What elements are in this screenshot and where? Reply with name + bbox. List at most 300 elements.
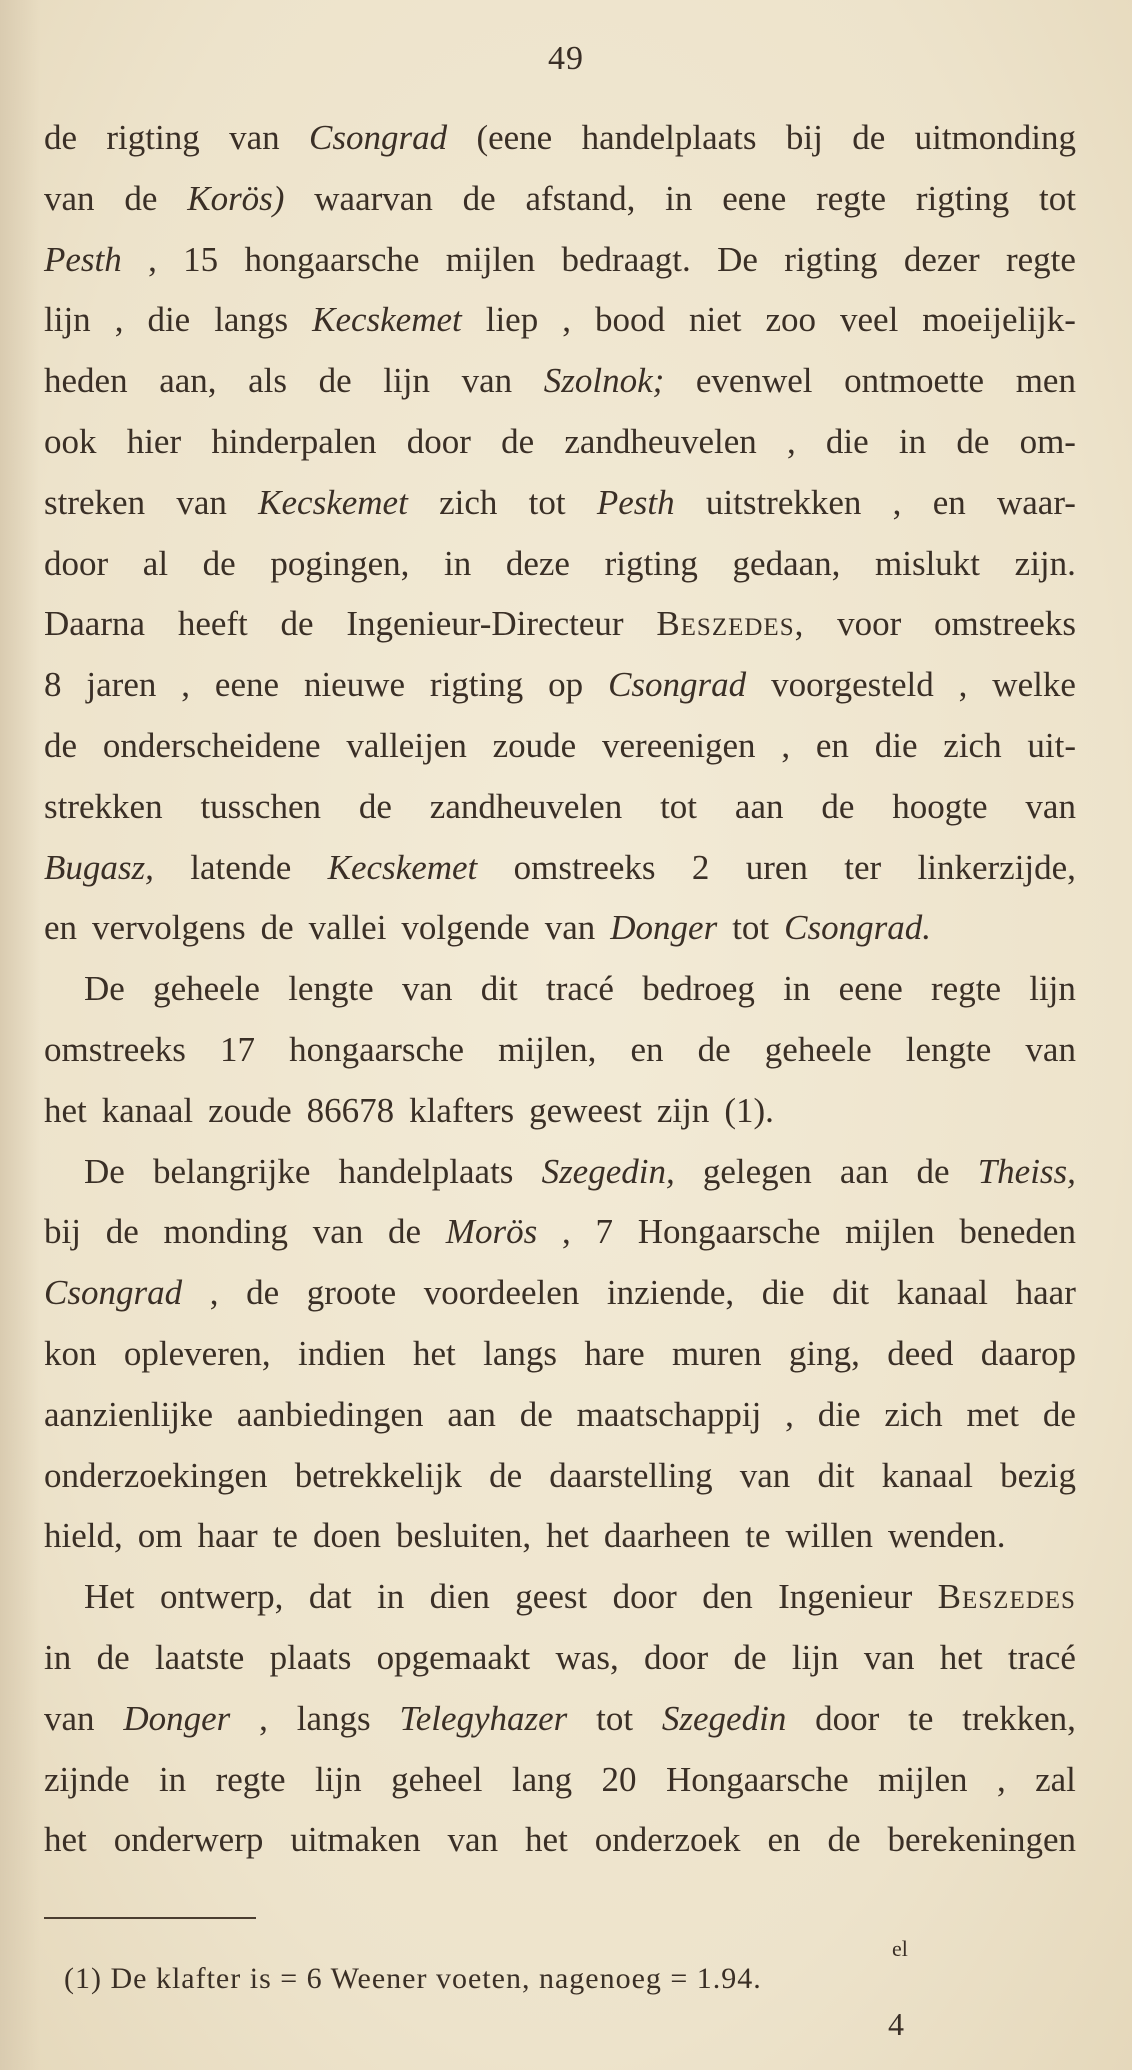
word: niet xyxy=(688,300,742,340)
word: lengte xyxy=(905,1029,992,1069)
word: Donger xyxy=(610,908,718,948)
word: aan, xyxy=(159,361,217,401)
word: van xyxy=(739,1455,791,1495)
text-line xyxy=(44,1446,1076,1507)
word: bij xyxy=(44,1212,81,1252)
word: geest xyxy=(515,1577,588,1617)
word: belangrijke xyxy=(152,1151,311,1191)
word: deze xyxy=(505,543,570,583)
word: , xyxy=(892,482,902,522)
word: evenwel xyxy=(695,361,813,401)
word: tot xyxy=(660,786,698,826)
word: die xyxy=(761,1273,805,1313)
word: en xyxy=(932,482,966,522)
word: omstreeks xyxy=(44,1029,186,1069)
word: in xyxy=(44,1637,72,1677)
word: in xyxy=(158,1759,187,1799)
text-line xyxy=(44,1324,1076,1385)
word: lijn xyxy=(1029,969,1076,1009)
word: moeijelijk- xyxy=(922,300,1076,340)
word: , xyxy=(561,1212,571,1252)
word: Theiss, xyxy=(977,1151,1076,1191)
text-line xyxy=(44,959,1076,1020)
word: Szegedin, xyxy=(541,1151,675,1191)
word: voorgesteld xyxy=(771,665,934,705)
word: rigting xyxy=(106,118,200,157)
text-line xyxy=(44,230,1076,291)
word: door xyxy=(44,543,109,583)
word: daarheen xyxy=(603,1516,731,1556)
word: 7 xyxy=(595,1212,613,1252)
body-text xyxy=(44,108,1076,1871)
word: van xyxy=(1025,786,1076,826)
word: zoo xyxy=(765,300,816,340)
word: Csongrad xyxy=(44,1273,183,1313)
word: Hongaarsche xyxy=(665,1759,849,1799)
word: dit xyxy=(817,1455,855,1495)
text-line xyxy=(44,1081,1076,1142)
word: rigting xyxy=(429,665,524,705)
word: , xyxy=(562,300,571,340)
text-line xyxy=(44,838,1076,899)
word: Korös) xyxy=(187,178,285,218)
text-line xyxy=(44,1506,1076,1567)
word: al xyxy=(142,543,169,583)
word: uitstrekken xyxy=(705,482,862,522)
word: Hongaarsche xyxy=(637,1212,821,1252)
word: jaren xyxy=(86,665,157,705)
text-line xyxy=(44,412,1076,473)
word: zich xyxy=(943,725,1002,765)
word: ook xyxy=(44,421,97,461)
text-line xyxy=(44,1750,1076,1811)
word: zijnde xyxy=(44,1759,130,1799)
word: Telegyhazer xyxy=(399,1698,568,1738)
word: den xyxy=(702,1577,753,1617)
word: zijn. xyxy=(1014,543,1076,583)
word: te xyxy=(745,1516,771,1556)
word: en xyxy=(767,1820,801,1860)
word: te xyxy=(908,1698,934,1738)
word: afstand, xyxy=(525,178,636,218)
word: kanaal xyxy=(881,1455,973,1495)
word: men xyxy=(1015,361,1076,401)
word: regte xyxy=(816,178,887,218)
word: de xyxy=(852,118,886,157)
word: hoogte xyxy=(892,786,988,826)
word: omstreeks xyxy=(513,847,656,887)
word: (eene xyxy=(476,118,553,157)
word: zich xyxy=(439,482,498,522)
word: dien xyxy=(429,1577,490,1617)
word: in xyxy=(376,1577,405,1617)
word: plaats xyxy=(269,1637,352,1677)
word: lang xyxy=(511,1759,573,1799)
word: 2 xyxy=(691,847,710,887)
word: De xyxy=(84,1151,125,1191)
word: doen xyxy=(312,1516,382,1556)
word: 8 xyxy=(44,665,62,705)
footnote-superscript: el xyxy=(892,1936,908,1961)
word: van xyxy=(312,1212,364,1252)
word: door xyxy=(815,1698,880,1738)
word: rigting xyxy=(784,239,878,279)
word: van xyxy=(447,1820,499,1860)
word: te xyxy=(272,1516,298,1556)
word: volgende xyxy=(401,908,530,948)
word: Csongrad xyxy=(309,118,448,157)
word: , xyxy=(786,421,796,461)
word: dit xyxy=(480,969,518,1009)
word: 86678 xyxy=(306,1090,395,1130)
word: die xyxy=(874,725,918,765)
word: Daarna xyxy=(44,604,146,644)
word: laatste xyxy=(154,1637,245,1677)
word: bezig xyxy=(1000,1455,1076,1495)
word: de xyxy=(827,1820,861,1860)
word: kanaal xyxy=(896,1273,989,1313)
word: omstreeks xyxy=(934,604,1076,644)
text-line xyxy=(44,1020,1076,1081)
word: langs xyxy=(296,1698,371,1738)
word: om- xyxy=(1019,421,1076,461)
word: ging, xyxy=(788,1333,860,1373)
word: besluiten, xyxy=(396,1516,532,1556)
word: mijlen xyxy=(445,239,536,279)
word: van xyxy=(44,1698,95,1738)
word: in xyxy=(898,421,927,461)
word: waar- xyxy=(997,482,1076,522)
word: het xyxy=(939,1637,983,1677)
word: tot xyxy=(528,482,566,522)
word: onderscheidene xyxy=(102,725,321,765)
text-line xyxy=(44,1810,1076,1871)
word: hare xyxy=(584,1333,645,1373)
text-line xyxy=(44,1567,1076,1628)
word: en xyxy=(815,725,849,765)
word: 17 xyxy=(220,1029,256,1069)
word: de xyxy=(462,178,496,218)
word: de xyxy=(821,786,855,826)
word: Csongrad xyxy=(608,665,747,705)
word: aan xyxy=(734,786,784,826)
word: willen xyxy=(785,1516,873,1556)
word: kon xyxy=(44,1333,97,1373)
word: eene xyxy=(838,969,903,1009)
word: de xyxy=(260,908,294,948)
word: latende xyxy=(190,847,292,887)
word: door xyxy=(644,1637,709,1677)
word: strekken xyxy=(44,786,163,826)
word: bood xyxy=(594,300,665,340)
word: tracé xyxy=(545,969,614,1009)
word: Ingenieur xyxy=(778,1577,913,1617)
word: van xyxy=(1025,1029,1076,1069)
word: zoude xyxy=(208,1090,292,1130)
word: aanbiedingen xyxy=(236,1394,424,1434)
word: het xyxy=(525,1820,568,1860)
word: de xyxy=(44,118,78,157)
word: geheel xyxy=(391,1759,483,1799)
word: vallei xyxy=(308,908,387,948)
word: uit- xyxy=(1027,725,1076,765)
word: wenden. xyxy=(887,1516,1006,1556)
word: tracé xyxy=(1007,1637,1076,1677)
word: de xyxy=(916,1151,950,1191)
word: Szolnok; xyxy=(543,361,665,401)
word: tusschen xyxy=(200,786,321,826)
word: 20 xyxy=(601,1759,637,1799)
word: zich xyxy=(884,1394,943,1434)
word: in xyxy=(783,969,811,1009)
word: de xyxy=(105,1212,139,1252)
word: in xyxy=(443,543,472,583)
word: mislukt xyxy=(875,543,981,583)
word: lijn xyxy=(791,1637,839,1677)
word: ontmoette xyxy=(844,361,985,401)
word: welke xyxy=(992,665,1076,705)
word: bedroeg xyxy=(642,969,755,1009)
word: de xyxy=(44,725,78,765)
word: gedaan, xyxy=(732,543,841,583)
word: aan xyxy=(839,1151,889,1191)
word: daarop xyxy=(980,1333,1076,1373)
word: bedraagt. xyxy=(561,239,691,279)
word: Pesth xyxy=(596,482,675,522)
word: zoude xyxy=(492,725,577,765)
word: beneden xyxy=(959,1212,1076,1252)
word: als xyxy=(248,361,288,401)
word: bij xyxy=(785,118,823,157)
word: aan xyxy=(447,1394,496,1434)
word: , xyxy=(114,300,124,340)
word: , xyxy=(781,725,791,765)
text-line xyxy=(44,169,1076,230)
word: linkerzijde, xyxy=(917,847,1076,887)
word: tot xyxy=(1039,178,1076,218)
word: deed xyxy=(887,1333,954,1373)
word: het xyxy=(412,1333,456,1373)
text-line xyxy=(44,1628,1076,1689)
word: liep xyxy=(485,300,539,340)
word: lengte xyxy=(288,969,374,1009)
word: geheele xyxy=(153,969,260,1009)
word: de xyxy=(956,421,990,461)
word: hield, xyxy=(44,1516,123,1556)
word: De xyxy=(84,969,125,1009)
word: uren xyxy=(745,847,808,887)
word: van xyxy=(176,482,227,522)
text-line xyxy=(44,898,1076,959)
word: onderzoek xyxy=(594,1820,741,1860)
text-line xyxy=(44,534,1076,595)
word: eene xyxy=(214,665,280,705)
word: voor xyxy=(837,604,902,644)
word: en xyxy=(630,1029,664,1069)
word: dit xyxy=(832,1273,870,1313)
text-line xyxy=(44,777,1076,838)
word: , xyxy=(996,1759,1006,1799)
word: de xyxy=(202,543,236,583)
text-line xyxy=(44,1689,1076,1750)
text-line xyxy=(44,351,1076,412)
word: in xyxy=(665,178,693,218)
word: de xyxy=(318,361,352,401)
word: Ingenieur-Directeur xyxy=(346,604,624,644)
page-edge-shadow xyxy=(0,0,40,2070)
word: veel xyxy=(840,300,899,340)
word: handelplaats xyxy=(338,1151,514,1191)
word: op xyxy=(548,665,584,705)
word: hongaarsche xyxy=(244,239,420,279)
footnote-rule xyxy=(44,1917,256,1919)
word: langs xyxy=(483,1333,557,1373)
word: de xyxy=(358,786,392,826)
word: groote xyxy=(306,1273,397,1313)
word: Csongrad. xyxy=(784,908,931,948)
word: pogingen, xyxy=(270,543,410,583)
word: 15 xyxy=(183,239,219,279)
word: Kecskemet xyxy=(312,300,462,340)
word: van xyxy=(544,908,596,948)
word: was, xyxy=(555,1637,619,1677)
word: de xyxy=(246,1273,280,1313)
word: uitmaken xyxy=(290,1820,421,1860)
word: uitmonding xyxy=(914,118,1076,157)
word: hongaarsche xyxy=(289,1029,465,1069)
word: Bugasz, xyxy=(44,847,154,887)
text-line xyxy=(44,594,1076,655)
word: die xyxy=(817,1394,861,1434)
word: eene xyxy=(722,178,787,218)
word: kanaal xyxy=(101,1090,194,1130)
word: daarstelling xyxy=(549,1455,713,1495)
word: rigting xyxy=(915,178,1010,218)
text-line xyxy=(44,1202,1076,1263)
word: regte xyxy=(931,969,1001,1009)
text-line xyxy=(44,716,1076,777)
word: hinderpalen xyxy=(211,421,377,461)
word: de xyxy=(733,1637,767,1677)
word: gelegen xyxy=(702,1151,812,1191)
word: met xyxy=(966,1394,1019,1434)
word: ontwerp, xyxy=(159,1577,284,1617)
word: inziende, xyxy=(606,1273,735,1313)
word: opgemaakt xyxy=(376,1637,531,1677)
word: van xyxy=(401,969,453,1009)
text-line xyxy=(44,1142,1076,1203)
word: de xyxy=(96,1637,130,1677)
word: van xyxy=(44,178,95,218)
word: streken xyxy=(44,482,146,522)
word: klafters xyxy=(409,1090,515,1130)
word: de xyxy=(1042,1394,1076,1434)
word: waarvan xyxy=(314,178,433,218)
word: en xyxy=(44,908,78,948)
word: voordeelen xyxy=(423,1273,580,1313)
word: Donger xyxy=(123,1698,231,1738)
word: rigting xyxy=(604,543,698,583)
word: hier xyxy=(126,421,182,461)
word: zijn xyxy=(656,1090,710,1130)
word: Kecskemet xyxy=(258,482,408,522)
word: , xyxy=(209,1273,219,1313)
text-line xyxy=(44,473,1076,534)
word: trekken, xyxy=(962,1698,1076,1738)
text-line xyxy=(44,290,1076,351)
word: van xyxy=(229,118,280,157)
word: ter xyxy=(844,847,882,887)
word: het xyxy=(44,1090,87,1130)
signature-mark: 4 xyxy=(888,2006,904,2042)
word: onderwerp xyxy=(113,1820,264,1860)
word: aanzienlijke xyxy=(44,1394,214,1434)
word: die xyxy=(147,300,191,340)
word: de xyxy=(489,1455,523,1495)
word: Beszedes xyxy=(937,1577,1076,1617)
word: heden xyxy=(44,361,128,401)
word: dat xyxy=(308,1577,352,1617)
word: de xyxy=(280,604,314,644)
word: geheele xyxy=(764,1029,872,1069)
word: haar xyxy=(197,1516,258,1556)
word: de xyxy=(388,1212,422,1252)
word: langs xyxy=(214,300,289,340)
word: zandheuvelen xyxy=(429,786,623,826)
word: regte xyxy=(1005,239,1076,279)
word: die xyxy=(825,421,869,461)
word: betrekkelijk xyxy=(294,1455,462,1495)
word: Morös xyxy=(445,1212,538,1252)
word: , xyxy=(148,239,157,279)
word: van xyxy=(461,361,513,401)
word: maatschappij xyxy=(576,1394,762,1434)
footnote: (1) De klafter is = 6 Weener voeten, nagenoeg = 1.94. xyxy=(64,1962,762,1995)
word: vervolgens xyxy=(92,908,246,948)
word: de xyxy=(124,178,158,218)
word: opleveren, xyxy=(123,1333,271,1373)
word: monding xyxy=(163,1212,288,1252)
word: lijn xyxy=(314,1759,362,1799)
word: lijn xyxy=(44,300,91,340)
word: door xyxy=(612,1577,677,1617)
word: tot xyxy=(596,1698,634,1738)
word: de xyxy=(501,421,535,461)
word: zandheuvelen xyxy=(564,421,757,461)
word: handelplaats xyxy=(581,118,757,157)
page-number: 49 xyxy=(548,40,584,77)
word: zal xyxy=(1035,1759,1076,1799)
word: valleijen xyxy=(346,725,467,765)
word: , xyxy=(181,665,191,705)
word: regte xyxy=(215,1759,286,1799)
word: Szegedin xyxy=(661,1698,787,1738)
word: Het xyxy=(84,1577,135,1617)
word: onderzoekingen xyxy=(44,1455,268,1495)
word: het xyxy=(546,1516,589,1556)
word: nieuwe xyxy=(303,665,406,705)
word: om xyxy=(137,1516,183,1556)
word: muren xyxy=(672,1333,762,1373)
word: geweest xyxy=(529,1090,642,1130)
word: dezer xyxy=(903,239,980,279)
word: , xyxy=(259,1698,268,1738)
word: haar xyxy=(1015,1273,1076,1313)
text-line xyxy=(44,655,1076,716)
word: Pesth xyxy=(44,239,122,279)
word: Kecskemet xyxy=(327,847,478,887)
word: lijn xyxy=(383,361,430,401)
